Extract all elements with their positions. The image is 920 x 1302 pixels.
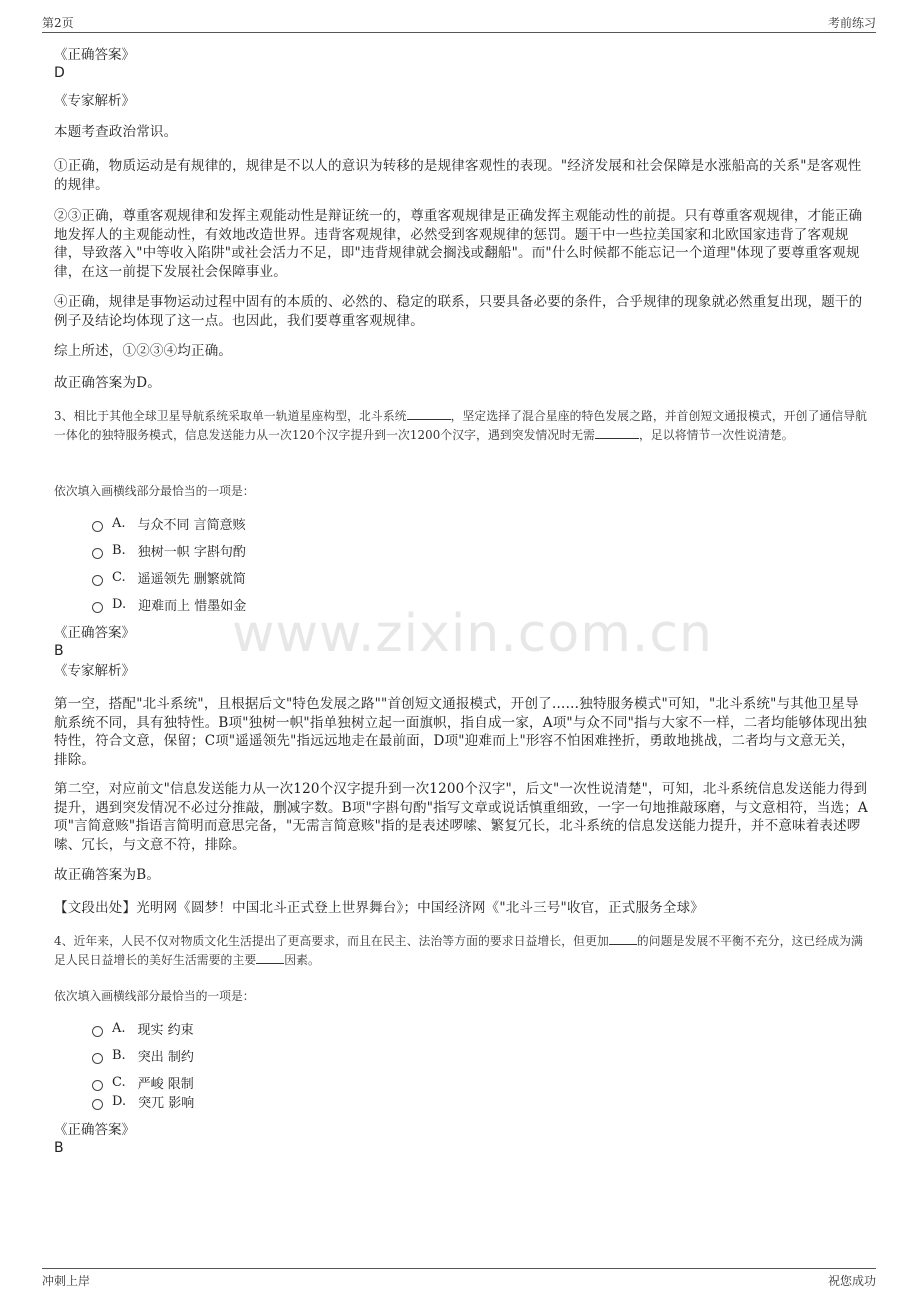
option-letter: A. [112, 516, 126, 531]
radio-button[interactable] [92, 575, 103, 586]
question-instruction: 依次填入画横线部分最恰当的一项是： [54, 989, 255, 1003]
option-letter: D. [112, 1094, 127, 1109]
radio-button[interactable] [92, 548, 103, 559]
option-text: 现实 约束 [137, 1023, 194, 1038]
header-title: 考前练习 [827, 16, 876, 30]
option-text: 与众不同 言简意赅 [137, 518, 246, 533]
fill-blank [256, 951, 284, 964]
page-footer [42, 1268, 876, 1290]
option-b[interactable] [92, 1046, 194, 1065]
option-letter: D. [112, 597, 127, 612]
option-letter: C. [112, 570, 126, 585]
option-letter: C. [112, 1075, 126, 1090]
option-c[interactable] [92, 1073, 194, 1092]
option-b[interactable] [92, 541, 246, 560]
page-number: 第2页 [42, 16, 74, 30]
analysis-paragraph: ②③正确，尊重客观规律和发挥主观能动性是辩证统一的，尊重客观规律是正确发挥主观能动性的前提。只有尊重客观规律，才能正确地发挥人的主观能动性，有效地改造世界。违背客观规律，必然受到客观规律的惩罚。题干中一些拉美国家和北欧国家违背了客观规律，导致落入"中等收入陷阱"或社会活力不足，即"违背规律就会搁浅或翻船"。而"什么时候都不能忘记一个道理"体现了要尊重客观规律，在这一前提下发展社会保障事业。 [54, 208, 863, 280]
analysis-paragraph: 故正确答案为B。 [54, 867, 161, 883]
watermark: www.zixin.com.cn [232, 604, 713, 664]
analysis-label: 《专家解析》 [54, 663, 135, 679]
option-letter: B. [112, 1048, 126, 1063]
stem-text: 4、近年来，人民不仅对物质文化生活提出了更高要求，而且在民主、法治等方面的要求日益增长，但更加 [54, 934, 609, 948]
question-stem [54, 407, 868, 445]
option-letter: A. [112, 1021, 126, 1036]
analysis-label: 《专家解析》 [54, 93, 135, 109]
analysis-paragraph: 第二空，对应前文"信息发送能力从一次120个汉字提升到一次1200个汉字"，后文"一次性说清楚"，可知，北斗系统信息发送能力得到提升，遇到突发情况不必过分推敲，删减字数。B项"字斟句酌"指写文章或说话慎重细致，一字一句地推敲琢磨，与文意相符，当选；A项"言简意赅"指语言简明而意思完备，"无需言简意赅"指的是表述啰嗦、繁复冗长，北斗系统的信息发送能力提升，并不意味着表述啰嗦、冗长，与文意不符，排除。 [54, 781, 868, 853]
analysis-paragraph: 第一空，搭配"北斗系统"，且根据后文"特色发展之路""首创短文通报模式，开创了……独特服务模式"可知，"北斗系统"与其他卫星导航系统不同，具有独特性。B项"独树一帜"指单独树立起一面旗帜，指自成一家，A项"与众不同"指与大家不一样，二者均能够体现出独特性，符合文意，保留；C项"遥遥领先"指远远地走在最前面，D项"迎难而上"形容不怕困难挫折，勇敢地挑战，二者均与文意无关，排除。 [54, 696, 867, 768]
source-citation: 【文段出处】光明网《圆梦！中国北斗正式登上世界舞台》；中国经济网《"北斗三号"收官，正式服务全球》 [54, 900, 704, 916]
stem-text: 因素。 [284, 953, 320, 967]
analysis-paragraph: 本题考查政治常识。 [54, 124, 178, 140]
option-text: 严峻 限制 [137, 1077, 194, 1092]
option-text: 独树一帜 字斟句酌 [137, 545, 246, 560]
option-a[interactable] [92, 1019, 194, 1038]
radio-button[interactable] [92, 1026, 103, 1037]
option-text: 遥遥领先 删繁就简 [137, 572, 246, 587]
option-letter: B. [112, 543, 126, 558]
radio-button[interactable] [92, 521, 103, 532]
radio-button[interactable] [92, 1099, 103, 1110]
fill-blank [609, 932, 637, 945]
option-text: 突出 制约 [137, 1050, 194, 1065]
footer-left: 冲刺上岸 [42, 1274, 91, 1288]
question-instruction: 依次填入画横线部分最恰当的一项是： [54, 484, 255, 498]
answer-label: 《正确答案》 [54, 47, 135, 63]
stem-text: ，坚定选择了混合星座的特色发展之路，并首创短文通报模式，开创了通信导航一体化的独特服务模式，信息发送能力从一次120个汉字提升到一次1200个汉字，遇到突发情况时无需 [54, 409, 868, 442]
correct-answer: B [54, 1140, 64, 1156]
analysis-paragraph: ④正确，规律是事物运动过程中固有的本质的、必然的、稳定的联系，只要具备必要的条件，合乎规律的现象就必然重复出现，题干的例子及结论均体现了这一点。也因此，我们要尊重客观规律。 [54, 294, 863, 329]
stem-text: 的问题是发展不平衡不充分，这已经成为满足人民日益增长的美好生活需要的主要 [54, 934, 863, 967]
stem-text: 3、相比于其他全球卫星导航系统采取单一轨道星座构型，北斗系统 [54, 409, 407, 423]
question-stem [54, 932, 868, 970]
stem-text: ，足以将情节一次性说清楚。 [639, 428, 794, 442]
analysis-paragraph: 综上所述，①②③④均正确。 [54, 343, 233, 359]
option-a[interactable] [92, 514, 246, 533]
analysis-paragraph: ①正确，物质运动是有规律的，规律是不以人的意识为转移的是规律客观性的表现。"经济发展和社会保障是水涨船高的关系"是客观性的规律。 [54, 158, 862, 193]
analysis-paragraph: 故正确答案为D。 [54, 375, 161, 391]
option-d[interactable] [92, 1092, 194, 1111]
answer-label: 《正确答案》 [54, 1122, 135, 1138]
fill-blank [595, 426, 639, 439]
option-text: 迎难而上 惜墨如金 [138, 599, 247, 614]
radio-button[interactable] [92, 602, 103, 613]
fill-blank [407, 407, 451, 420]
option-d[interactable] [92, 595, 246, 614]
answer-label: 《正确答案》 [54, 625, 135, 641]
page-header [42, 14, 876, 33]
correct-answer: D [54, 65, 65, 81]
option-text: 突兀 影响 [138, 1096, 195, 1111]
radio-button[interactable] [92, 1053, 103, 1064]
footer-right: 祝您成功 [827, 1274, 876, 1288]
radio-button[interactable] [92, 1080, 103, 1091]
option-c[interactable] [92, 568, 246, 587]
correct-answer: B [54, 643, 64, 659]
